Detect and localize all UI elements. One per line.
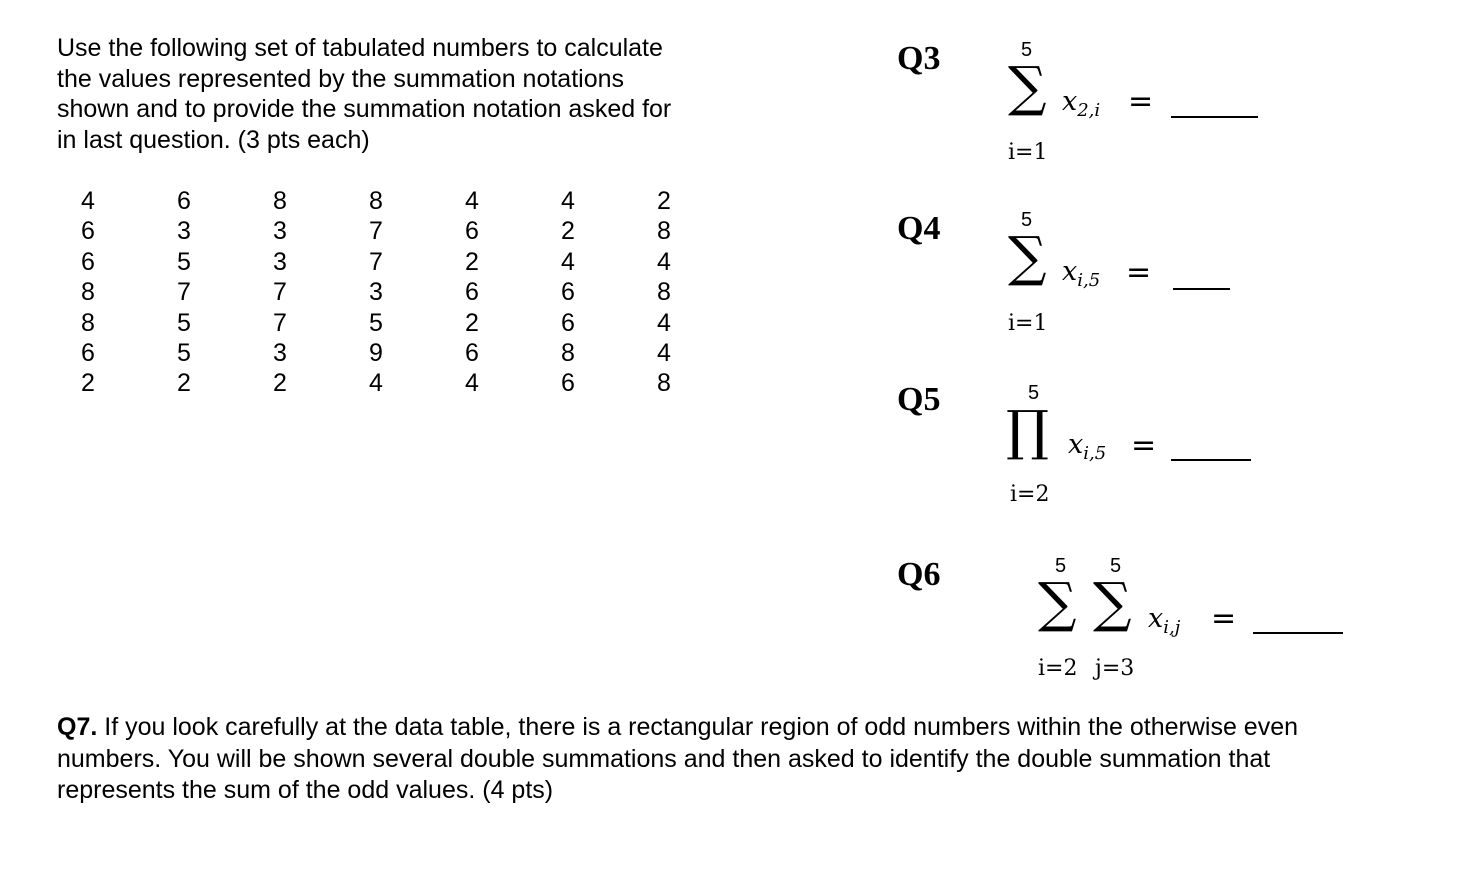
table-cell: 2 bbox=[273, 369, 287, 398]
q6-var-x: x bbox=[1148, 603, 1164, 634]
table-cell: 2 bbox=[177, 369, 191, 398]
table-cell: 2 bbox=[81, 369, 95, 398]
table-cell: 2 bbox=[657, 187, 671, 215]
table-cell: 3 bbox=[177, 217, 191, 246]
q3-equals: = bbox=[1128, 84, 1154, 119]
q7-label: Q7. bbox=[57, 713, 98, 741]
table-cell: 6 bbox=[561, 308, 575, 337]
table-cell: 3 bbox=[273, 247, 287, 276]
instructions-paragraph bbox=[57, 33, 737, 155]
table-cell: 7 bbox=[369, 217, 383, 246]
q5-variable bbox=[1068, 431, 1106, 467]
table-row bbox=[40, 247, 712, 277]
table-cell: 6 bbox=[81, 247, 95, 276]
q6-upper-bound-j: 5 bbox=[1110, 555, 1122, 577]
q5-label: Q5 bbox=[897, 381, 941, 418]
q4-variable bbox=[1062, 258, 1100, 294]
instructions-line: shown and to provide the summation notation asked for bbox=[57, 95, 672, 123]
q4-var-subscript: i,5 bbox=[1077, 270, 1101, 291]
table-cell: 5 bbox=[177, 308, 191, 337]
table-cell: 8 bbox=[657, 369, 671, 398]
q3-variable bbox=[1062, 88, 1100, 124]
table-cell: 4 bbox=[465, 369, 479, 398]
q3-upper-bound: 5 bbox=[1021, 39, 1033, 61]
q7-text: If you look carefully at the data table, there is a rectangular region of odd numbers within the otherwise even bbox=[104, 713, 1298, 741]
table-cell: 8 bbox=[657, 278, 671, 307]
q6-equals: = bbox=[1211, 601, 1237, 636]
table-cell: 6 bbox=[465, 339, 479, 368]
q4-upper-bound: 5 bbox=[1021, 209, 1033, 231]
q4-lower-bound: i=1 bbox=[1008, 311, 1048, 336]
table-cell: 3 bbox=[273, 339, 287, 368]
table-cell: 8 bbox=[81, 308, 95, 337]
table-row bbox=[40, 308, 712, 338]
table-cell: 4 bbox=[369, 369, 383, 398]
table-row bbox=[40, 368, 712, 398]
instructions-line: the values represented by the summation notations bbox=[57, 64, 625, 93]
table-cell: 3 bbox=[273, 217, 287, 246]
q6-label: Q6 bbox=[897, 556, 941, 593]
table-cell: 4 bbox=[657, 247, 671, 276]
table-cell: 7 bbox=[177, 278, 191, 307]
q6-var-subscript: i,j bbox=[1163, 617, 1181, 638]
q3-answer-blank[interactable] bbox=[1171, 116, 1258, 118]
table-cell: 5 bbox=[177, 247, 191, 276]
q4-var-x: x bbox=[1062, 256, 1078, 287]
table-cell: 8 bbox=[657, 217, 671, 246]
q6-sum-symbol-j: ∑ bbox=[1093, 571, 1132, 634]
q6-answer-blank[interactable] bbox=[1253, 632, 1343, 634]
table-cell: 4 bbox=[657, 339, 671, 368]
q4-sum-symbol: ∑ bbox=[1008, 225, 1047, 288]
table-row bbox=[40, 186, 712, 216]
table-cell: 8 bbox=[369, 187, 383, 215]
table-cell: 7 bbox=[273, 278, 287, 307]
q7-line: numbers. You will be shown several double summations and then asked to identify the double summation that bbox=[57, 744, 1271, 773]
q4-answer-blank[interactable] bbox=[1173, 288, 1230, 290]
table-cell: 6 bbox=[561, 369, 575, 398]
q3-var-x: x bbox=[1062, 86, 1078, 117]
table-cell: 4 bbox=[465, 187, 479, 215]
table-cell: 8 bbox=[273, 187, 287, 215]
q7-line: represents the sum of the odd values. (4 pts) bbox=[57, 776, 554, 804]
q5-product-symbol: ∏ bbox=[1006, 399, 1049, 462]
instructions-line: in last question. (3 pts each) bbox=[57, 125, 370, 154]
q5-answer-blank[interactable] bbox=[1171, 459, 1251, 461]
table-cell: 2 bbox=[561, 217, 575, 246]
table-cell: 6 bbox=[81, 217, 95, 246]
table-row bbox=[40, 277, 712, 307]
table-row bbox=[40, 338, 712, 368]
table-cell: 8 bbox=[561, 339, 575, 368]
q5-var-x: x bbox=[1068, 429, 1084, 460]
table-cell: 5 bbox=[177, 339, 191, 368]
q7-line bbox=[57, 712, 1437, 744]
q6-lower-bound-i: i=2 bbox=[1038, 656, 1078, 681]
table-cell: 6 bbox=[177, 187, 191, 215]
instructions-line: Use the following set of tabulated numbers to calculate bbox=[57, 34, 663, 62]
table-cell: 9 bbox=[369, 339, 383, 368]
table-cell: 6 bbox=[81, 339, 95, 368]
q3-var-subscript: 2,i bbox=[1077, 100, 1101, 121]
q3-sum-symbol: ∑ bbox=[1008, 55, 1047, 118]
q5-lower-bound: i=2 bbox=[1010, 482, 1050, 507]
table-cell: 4 bbox=[561, 187, 575, 215]
table-cell: 2 bbox=[465, 308, 479, 337]
q5-equals: = bbox=[1131, 428, 1157, 463]
table-cell: 2 bbox=[465, 247, 479, 276]
table-cell: 6 bbox=[465, 217, 479, 246]
q6-variable bbox=[1148, 605, 1180, 641]
q4-label: Q4 bbox=[897, 210, 941, 247]
data-table bbox=[40, 186, 712, 399]
table-cell: 4 bbox=[81, 187, 95, 215]
q7-paragraph bbox=[57, 712, 1437, 807]
table-cell: 4 bbox=[561, 247, 575, 276]
table-row bbox=[40, 216, 712, 246]
table-cell: 3 bbox=[369, 278, 383, 307]
table-cell: 4 bbox=[657, 308, 671, 337]
q3-lower-bound: i=1 bbox=[1008, 140, 1048, 165]
table-cell: 6 bbox=[465, 278, 479, 307]
q3-label: Q3 bbox=[897, 40, 941, 77]
table-cell: 5 bbox=[369, 308, 383, 337]
q6-upper-bound-i: 5 bbox=[1055, 555, 1067, 577]
table-cell: 7 bbox=[273, 308, 287, 337]
q5-var-subscript: i,5 bbox=[1083, 443, 1107, 464]
q6-lower-bound-j: j=3 bbox=[1095, 656, 1135, 681]
table-cell: 6 bbox=[561, 278, 575, 307]
q5-upper-bound: 5 bbox=[1028, 382, 1040, 404]
table-cell: 8 bbox=[81, 278, 95, 307]
table-cell: 7 bbox=[369, 247, 383, 276]
q6-sum-symbol-i: ∑ bbox=[1038, 571, 1077, 634]
q4-equals: = bbox=[1126, 255, 1152, 290]
data-table-body bbox=[40, 186, 712, 399]
